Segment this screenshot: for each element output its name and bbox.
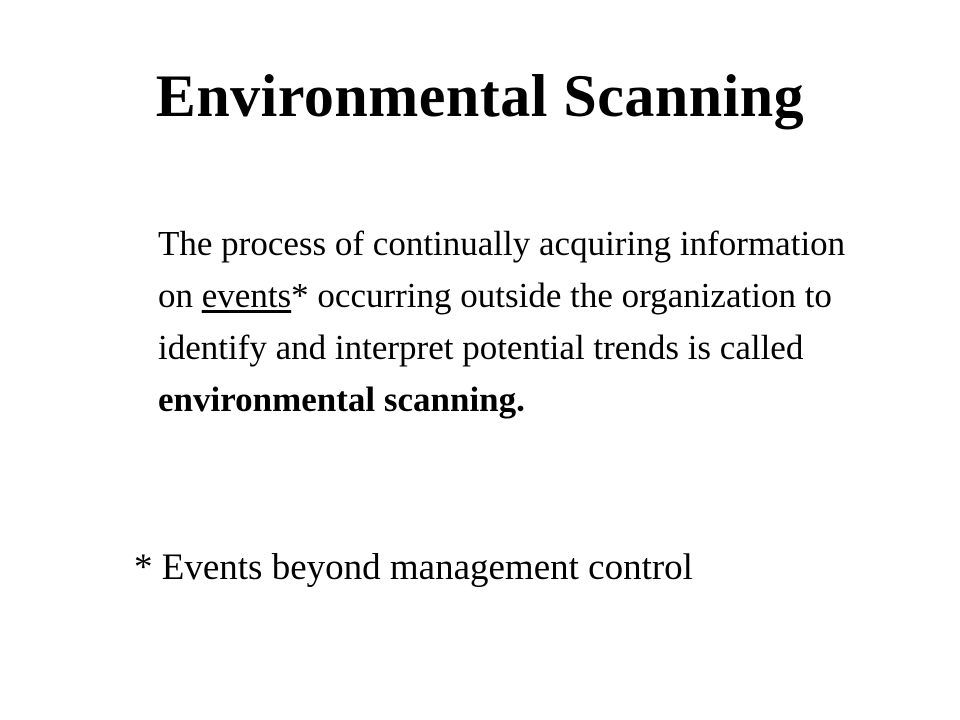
- definition-paragraph: [158, 218, 878, 426]
- slide-title: Environmental Scanning: [155, 63, 805, 129]
- events-term: events: [201, 276, 292, 315]
- environmental-scanning-term: environmental scanning.: [158, 380, 525, 419]
- definition-text-part2: * occurring outside the organization to identify and interpret potential trends is called: [158, 276, 832, 367]
- footnote: * Events beyond management control: [134, 547, 693, 588]
- definition-text-part1: The process of continually acquiring information on: [158, 224, 846, 315]
